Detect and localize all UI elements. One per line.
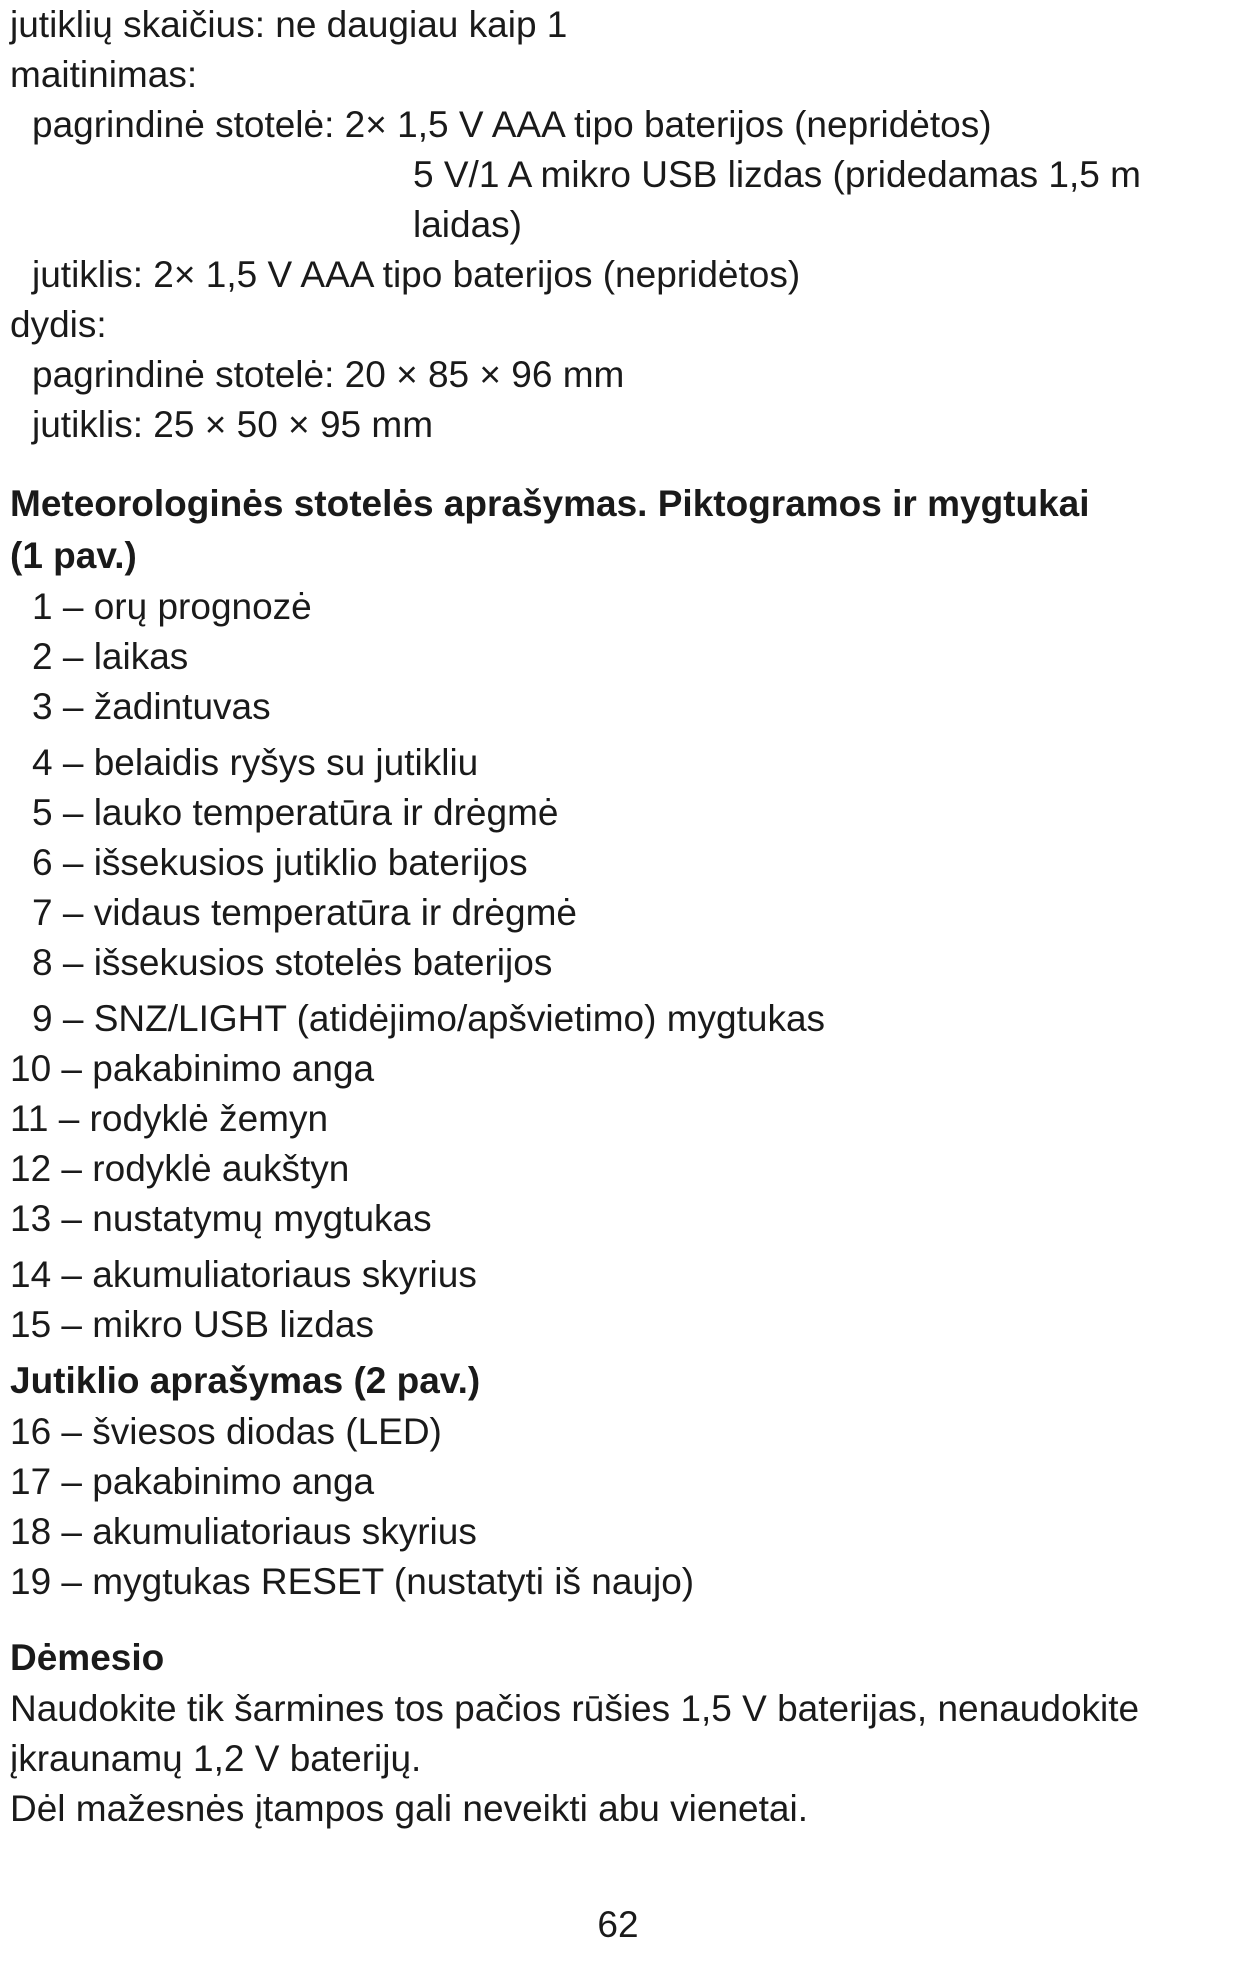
- station-heading-line2: (1 pav.): [10, 535, 137, 576]
- list-item: 4 – belaidis ryšys su jutikliu: [32, 742, 479, 783]
- attention-line: Dėl mažesnės įtampos gali neveikti abu vienetai.: [10, 1788, 808, 1829]
- spec-power-label: maitinimas:: [10, 54, 198, 95]
- sensor-section: [10, 1355, 694, 1607]
- list-item: 10 – pakabinimo anga: [10, 1048, 375, 1089]
- spec-size-sensor: jutiklis: 25 × 50 × 95 mm: [32, 404, 434, 445]
- spec-sensor-count: jutiklių skaičius: ne daugiau kaip 1: [10, 4, 568, 45]
- list-item: 13 – nustatymų mygtukas: [10, 1198, 432, 1239]
- spec-size-station: pagrindinė stotelė: 20 × 85 × 96 mm: [32, 354, 625, 395]
- specs-block: [10, 0, 1141, 450]
- list-item: 11 – rodyklė žemyn: [10, 1098, 329, 1139]
- sensor-heading: Jutiklio aprašymas (2 pav.): [10, 1360, 481, 1401]
- list-item: 14 – akumuliatoriaus skyrius: [10, 1254, 477, 1295]
- list-item: 18 – akumuliatoriaus skyrius: [10, 1511, 477, 1552]
- list-item: 8 – išsekusios stotelės baterijos: [32, 942, 553, 983]
- list-item: 2 – laikas: [32, 636, 189, 677]
- list-item: 15 – mikro USB lizdas: [10, 1304, 374, 1345]
- list-item: 16 – šviesos diodas (LED): [10, 1411, 442, 1452]
- spec-size-label: dydis:: [10, 304, 107, 345]
- list-item: 7 – vidaus temperatūra ir drėgmė: [32, 892, 577, 933]
- list-item: 6 – išsekusios jutiklio baterijos: [32, 842, 528, 883]
- spec-power-station: pagrindinė stotelė: 2× 1,5 V AAA tipo baterijos (nepridėtos): [32, 104, 992, 145]
- station-heading-line1: Meteorologinės stotelės aprašymas. Piktogramos ir mygtukai: [10, 483, 1090, 524]
- list-item: 5 – lauko temperatūra ir drėgmė: [32, 792, 559, 833]
- list-item: 19 – mygtukas RESET (nustatyti iš naujo): [10, 1561, 695, 1602]
- spec-power-sensor: jutiklis: 2× 1,5 V AAA tipo baterijos (nepridėtos): [32, 254, 801, 295]
- attention-section: [10, 1632, 1139, 1834]
- spec-power-station-cable: laidas): [413, 204, 522, 245]
- attention-line: įkraunamų 1,2 V baterijų.: [10, 1738, 422, 1779]
- station-section: [10, 478, 1090, 1350]
- attention-heading: Dėmesio: [10, 1637, 165, 1678]
- list-item: 17 – pakabinimo anga: [10, 1461, 375, 1502]
- attention-line: Naudokite tik šarmines tos pačios rūšies 1,5 V baterijas, nenaudokite: [10, 1688, 1140, 1729]
- page-number: 62: [597, 1904, 639, 1945]
- list-item: 3 – žadintuvas: [32, 686, 271, 727]
- list-item: 9 – SNZ/LIGHT (atidėjimo/apšvietimo) mygtukas: [32, 998, 826, 1039]
- list-item: 1 – orų prognozė: [32, 586, 312, 627]
- list-item: 12 – rodyklė aukštyn: [10, 1148, 350, 1189]
- spec-power-station-usb: 5 V/1 A mikro USB lizdas (pridedamas 1,5 m: [413, 154, 1141, 195]
